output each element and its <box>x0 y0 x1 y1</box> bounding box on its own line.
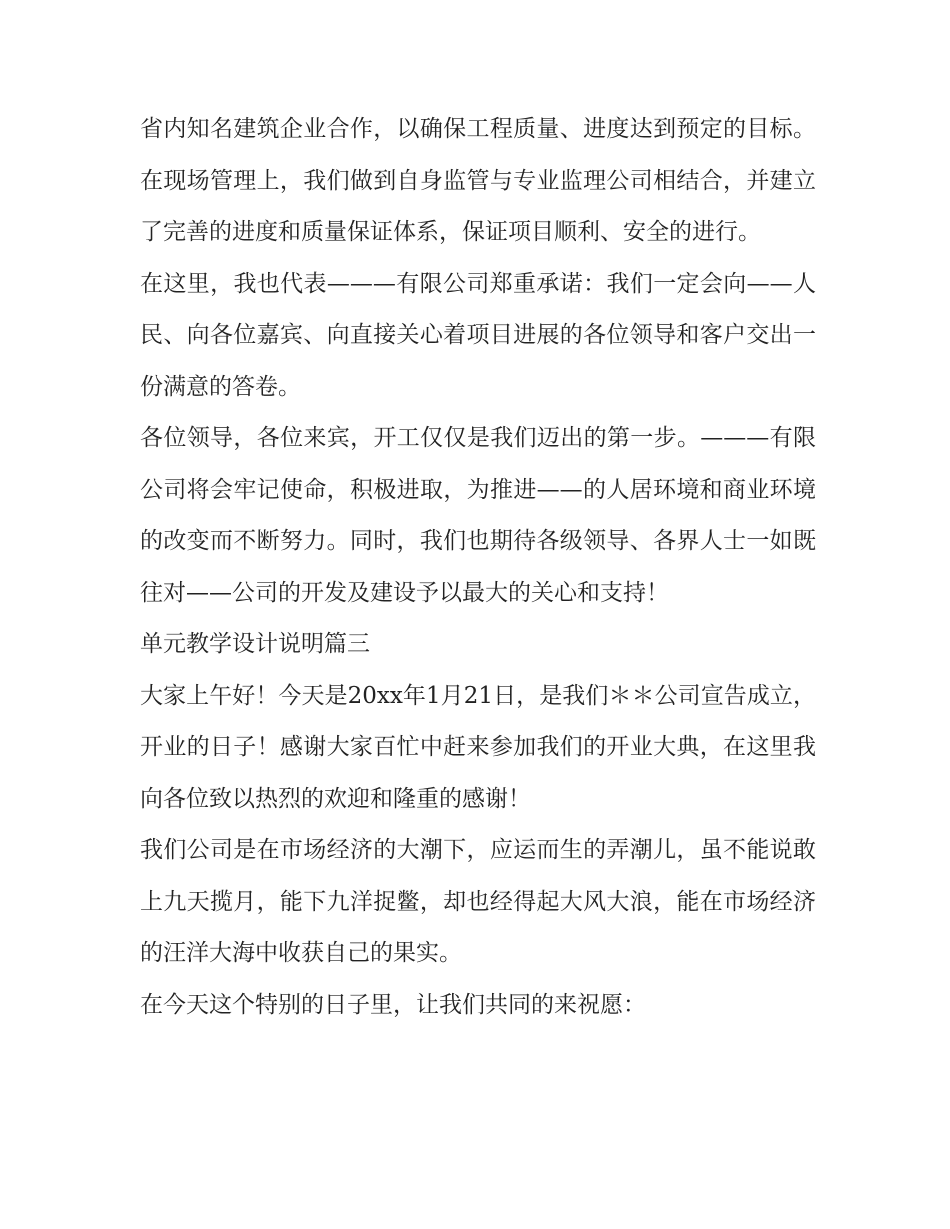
paragraph: 在这里，我也代表———有限公司郑重承诺：我们一定会向——人民、向各位嘉宾、向直接关心着项目进展的各位领导和客户交出一份满意的答卷。 <box>140 270 816 400</box>
paragraph: 我们公司是在市场经济的大潮下，应运而生的弄潮儿，虽不能说敢上九天揽月，能下九洋捉鳖，却也经得起大风大浪，能在市场经济的汪洋大海中收获自己的果实。 <box>140 837 816 966</box>
paragraph: 大家上午好！今天是20xx年1月21日，是我们＊＊公司宣告成立，开业的日子！感谢大家百忙中赶来参加我们的开业大典，在这里我向各位致以热烈的欢迎和隆重的感谢！ <box>140 682 816 812</box>
section-heading: 单元教学设计说明篇三 <box>140 631 370 657</box>
paragraph: 在今天这个特别的日子里，让我们共同的来祝愿： <box>140 991 646 1018</box>
document-body <box>140 104 816 1031</box>
paragraph: 省内知名建筑企业合作，以确保工程质量、进度达到预定的目标。在现场管理上，我们做到自身监管与专业监理公司相结合，并建立了完善的进度和质量保证体系，保证项目顺利、安全的进行。 <box>140 116 816 245</box>
paragraph: 各位领导，各位来宾，开工仅仅是我们迈出的第一步。———有限公司将会牢记使命，积极进取，为推进——的人居环境和商业环境的改变而不断努力。同时，我们也期待各级领导、各界人士一如既往对——公司的开发及建设予以最大的关心和支持！ <box>140 425 816 606</box>
